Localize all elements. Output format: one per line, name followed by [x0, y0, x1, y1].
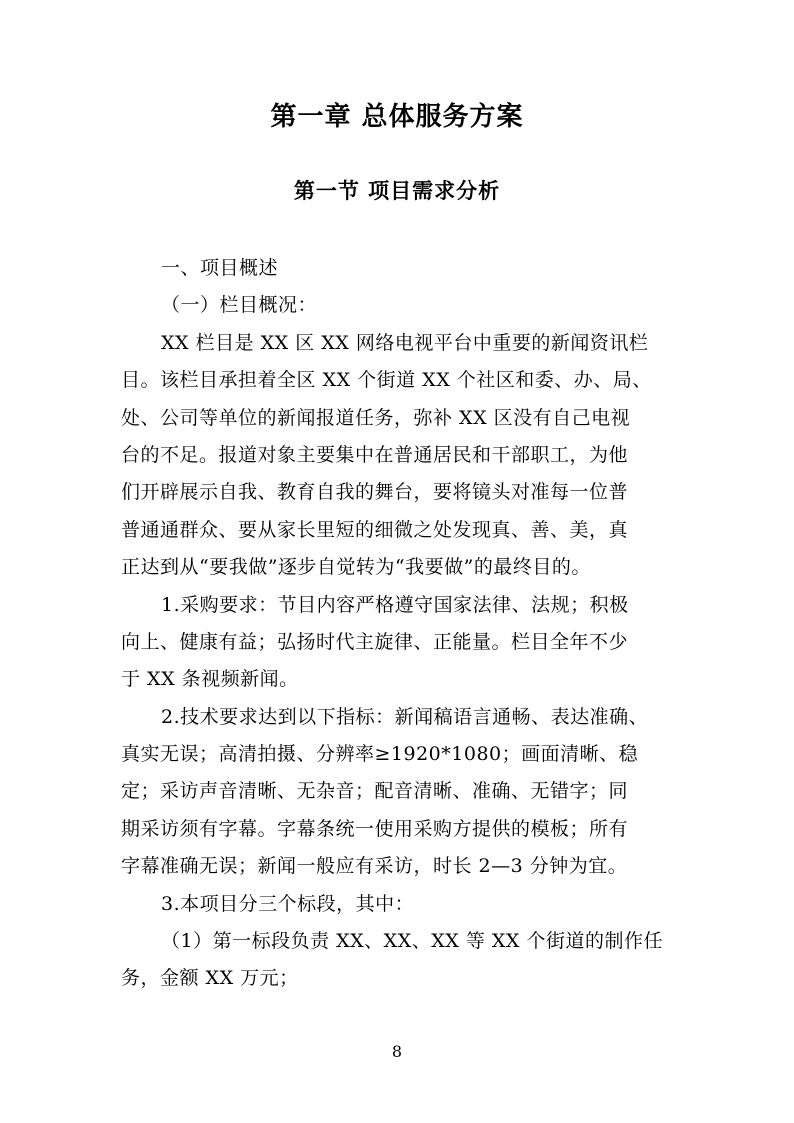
- paragraph-line: 向上、健康有益；弘扬时代主旋律、正能量。栏目全年不少: [121, 630, 629, 653]
- heading-project-overview: 一、项目概述: [161, 257, 279, 279]
- paragraph-line: 2.技术要求达到以下指标：新闻稿语言通畅、表达准确、: [161, 705, 649, 728]
- body-text: [121, 250, 674, 998]
- paragraph-line: XX 栏目是 XX 区 XX 网络电视平台中重要的新闻资讯栏: [161, 331, 649, 354]
- paragraph-section-one: [121, 923, 674, 998]
- heading-column-overview: （一）栏目概况：: [161, 294, 318, 317]
- page-number: 8: [391, 1042, 403, 1061]
- paragraph-line: 字幕准确无误；新闻一般应有采访，时长 2—3 分钟为宜。: [121, 855, 628, 878]
- paragraph-line: 1.采购要求：节目内容严格遵守国家法律、法规；积极: [161, 593, 629, 616]
- paragraph-line: 正达到从“要我做”逐步自觉转为“我要做”的最终目的。: [121, 556, 591, 579]
- paragraph-line: 目。该栏目承担着全区 XX 个街道 XX 个社区和委、办、局、: [121, 369, 652, 392]
- paragraph-line: 普通通群众、要从家长里短的细微之处发现真、善、美，真: [121, 518, 629, 541]
- paragraph-line: 定；采访声音清晰、无杂音；配音清晰、准确、无错字；同: [121, 780, 629, 803]
- section-title: 第一节 项目需求分析: [293, 179, 501, 203]
- paragraph-line: （1）第一标段负责 XX、XX、XX 等 XX 个街道的制作任: [161, 930, 663, 953]
- paragraph-procurement: [121, 587, 674, 699]
- paragraph-line: 期采访须有字幕。字幕条统一使用采购方提供的模板；所有: [121, 817, 629, 840]
- chapter-title: 第一章 总体服务方案: [270, 102, 524, 132]
- paragraph-technical: [121, 699, 674, 886]
- paragraph-line: 务，金额 XX 万元；: [121, 967, 299, 990]
- paragraph-line: 们开辟展示自我、教育自我的舞台，要将镜头对准每一位普: [121, 481, 629, 504]
- paragraph-line: 真实无误；高清拍摄、分辨率≥1920*1080；画面清晰、稳: [121, 743, 639, 766]
- paragraph-line: 处、公司等单位的新闻报道任务，弥补 XX 区没有自己电视: [121, 406, 631, 429]
- paragraph-sections-intro: 3.本项目分三个标段，其中：: [161, 892, 415, 915]
- paragraph-overview: [121, 325, 674, 587]
- paragraph-line: 台的不足。报道对象主要集中在普通居民和干部职工，为他: [121, 443, 629, 466]
- paragraph-line: 于 XX 条视频新闻。: [121, 668, 299, 691]
